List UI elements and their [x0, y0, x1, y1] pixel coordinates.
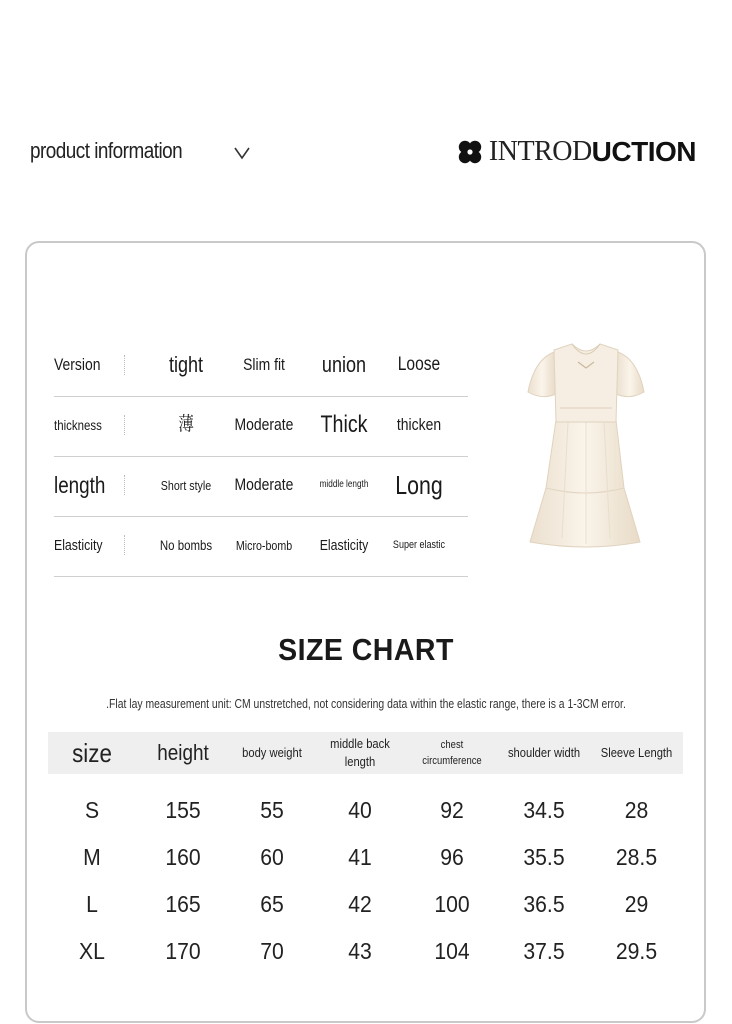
divider [124, 535, 125, 555]
divider [124, 415, 125, 435]
table-cell: XL [79, 938, 105, 964]
table-cell: 37.5 [523, 938, 565, 964]
attribute-label: thickness [54, 417, 102, 433]
column-header: body weight [242, 745, 302, 760]
divider [124, 355, 125, 375]
attribute-option: Long [395, 469, 443, 500]
introduction-logo [457, 136, 696, 168]
attribute-option: 薄 [178, 414, 194, 435]
attribute-label: Version [54, 355, 101, 374]
table-cell: 65 [260, 891, 284, 917]
product-info-header [30, 138, 207, 164]
table-cell: 29 [624, 891, 649, 917]
attribute-option: Micro-bomb [235, 537, 293, 553]
table-cell: 160 [165, 844, 201, 870]
size-chart-note: .Flat lay measurement unit: CM unstretched, not considering data within the elastic range, there is a 1-3CM error. [106, 696, 626, 711]
table-cell: 41 [348, 844, 372, 870]
product-info-title: product information [30, 138, 183, 163]
divider [124, 475, 125, 495]
attribute-option: No bombs [159, 537, 213, 553]
table-cell: M [83, 844, 101, 870]
table-row [48, 928, 683, 975]
table-cell: 29.5 [615, 938, 658, 964]
intro-bold-text: UCTION [591, 136, 696, 167]
table-cell: 28.5 [615, 844, 658, 870]
attribute-option: thicken [396, 415, 442, 434]
attribute-option: Moderate [234, 415, 294, 434]
column-header: middle back length [330, 736, 390, 769]
table-cell: 60 [260, 844, 284, 870]
attribute-option: Loose [397, 354, 441, 375]
table-row [48, 834, 683, 881]
attribute-label: Elasticity [54, 536, 103, 554]
size-chart-title: SIZE CHART [278, 632, 454, 667]
table-cell: 92 [440, 797, 464, 823]
attribute-row-elasticity [54, 517, 468, 577]
attribute-table [54, 337, 468, 577]
table-row [48, 787, 683, 834]
column-header: height [157, 740, 209, 765]
table-cell: 170 [165, 938, 201, 964]
attribute-option: Thick [320, 411, 368, 438]
attribute-option: tight [168, 352, 204, 377]
table-row [48, 881, 683, 928]
table-cell: 70 [260, 938, 284, 964]
four-petal-flower-icon [457, 139, 483, 165]
size-table-header [48, 732, 683, 774]
table-cell: 43 [348, 938, 372, 964]
table-cell: 104 [434, 938, 470, 964]
attribute-option: Super elastic [392, 539, 446, 551]
table-cell: L [86, 891, 98, 917]
attribute-option: Elasticity [319, 536, 369, 554]
table-cell: 165 [165, 891, 201, 917]
column-header: chest circumference [422, 739, 482, 767]
size-table-body [48, 774, 683, 975]
table-cell: 35.5 [523, 844, 565, 870]
intro-thin-text: INTROD [488, 136, 592, 167]
table-cell: S [84, 797, 100, 823]
attribute-option: Moderate [234, 475, 294, 494]
attribute-row-length [54, 457, 468, 517]
column-header: Sleeve Length [600, 745, 673, 760]
table-cell: 40 [348, 797, 372, 823]
attribute-row-thickness [54, 397, 468, 457]
table-cell: 96 [440, 844, 464, 870]
attribute-row-version [54, 337, 468, 397]
dress-product-image [520, 338, 652, 550]
attribute-option: Short style [160, 477, 212, 493]
column-header: shoulder width [507, 745, 581, 760]
table-cell: 34.5 [523, 797, 565, 823]
attribute-option-selected: union [321, 352, 367, 377]
size-table [48, 732, 683, 975]
table-cell: 155 [165, 797, 201, 823]
attribute-option: middle length [319, 479, 369, 490]
chevron-down-icon[interactable] [233, 146, 251, 160]
table-cell: 42 [348, 891, 372, 917]
table-cell: 100 [434, 891, 470, 917]
attribute-label: length [54, 471, 106, 498]
table-cell: 28 [624, 797, 649, 823]
attribute-option: Slim fit [243, 355, 285, 374]
table-cell: 36.5 [523, 891, 565, 917]
column-header: size [72, 737, 112, 768]
table-cell: 55 [260, 797, 284, 823]
